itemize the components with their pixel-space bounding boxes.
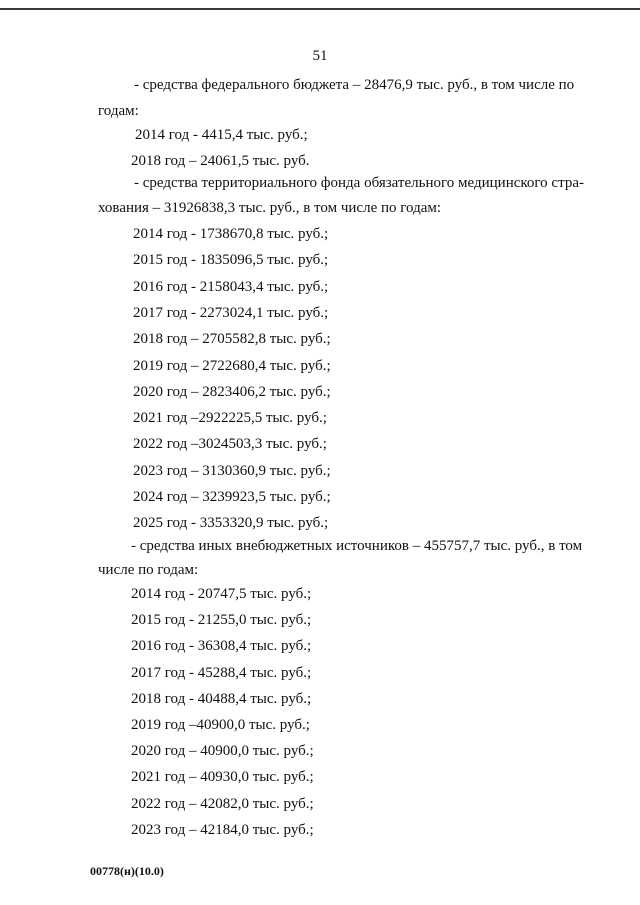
- year-amount-line: 2015 год - 21255,0 тыс. руб.;: [131, 612, 312, 629]
- year-amount-line: 2019 год –40900,0 тыс. руб.;: [131, 717, 310, 733]
- year-amount-line: 2023 год – 3130360,9 тыс. руб.;: [133, 462, 331, 479]
- year-amount-line: 2022 год – 42082,0 тыс. руб.;: [131, 795, 314, 812]
- year-amount-line: 2020 год – 40900,0 тыс. руб.;: [131, 743, 314, 760]
- year-amount-line: 2021 год –2922225,5 тыс. руб.;: [133, 410, 327, 427]
- federal-year-line: 2018 год – 24061,5 тыс. руб.: [131, 153, 310, 169]
- other-sources-paragraph: - средства иных внебюджетных источников – 455757,7 тыс. руб., в том: [131, 538, 583, 554]
- year-amount-line: 2021 год – 40930,0 тыс. руб.;: [131, 769, 314, 786]
- year-amount-line: 2016 год - 36308,4 тыс. руб.;: [131, 638, 312, 655]
- year-amount-line: 2025 год - 3353320,9 тыс. руб.;: [133, 515, 329, 532]
- year-amount-line: 2017 год - 45288,4 тыс. руб.;: [131, 664, 312, 681]
- tfoms-paragraph-cont: хования – 31926838,3 тыс. руб., в том числе по годам:: [98, 200, 442, 216]
- year-amount-line: 2020 год – 2823406,2 тыс. руб.;: [133, 383, 331, 400]
- year-amount-line: 2014 год - 1738670,8 тыс. руб.;: [133, 226, 329, 242]
- year-amount-line: 2024 год – 3239923,5 тыс. руб.;: [133, 489, 331, 505]
- federal-budget-paragraph: - средства федерального бюджета – 28476,9 тыс. руб., в том числе по: [134, 77, 575, 93]
- federal-year-line: 2014 год - 4415,4 тыс. руб.;: [135, 127, 308, 143]
- page-number: 51: [312, 48, 328, 64]
- federal-budget-paragraph-cont: годам:: [98, 103, 139, 119]
- year-amount-line: 2017 год - 2273024,1 тыс. руб.;: [133, 304, 329, 321]
- year-amount-line: 2014 год - 20747,5 тыс. руб.;: [131, 586, 312, 602]
- year-amount-line: 2022 год –3024503,3 тыс. руб.;: [133, 436, 327, 453]
- year-amount-line: 2018 год – 2705582,8 тыс. руб.;: [133, 331, 331, 348]
- year-amount-line: 2016 год - 2158043,4 тыс. руб.;: [133, 278, 329, 295]
- year-amount-line: 2019 год – 2722680,4 тыс. руб.;: [133, 357, 331, 374]
- document-code: 00778(н)(10.0): [90, 864, 164, 878]
- other-sources-paragraph-cont: числе по годам:: [98, 562, 199, 578]
- page-top-rule: [0, 8, 640, 10]
- tfoms-paragraph: - средства территориального фонда обязательного медицинского стра-: [134, 175, 584, 191]
- year-amount-line: 2023 год – 42184,0 тыс. руб.;: [131, 821, 314, 838]
- year-amount-line: 2018 год - 40488,4 тыс. руб.;: [131, 690, 312, 707]
- year-amount-line: 2015 год - 1835096,5 тыс. руб.;: [133, 252, 329, 269]
